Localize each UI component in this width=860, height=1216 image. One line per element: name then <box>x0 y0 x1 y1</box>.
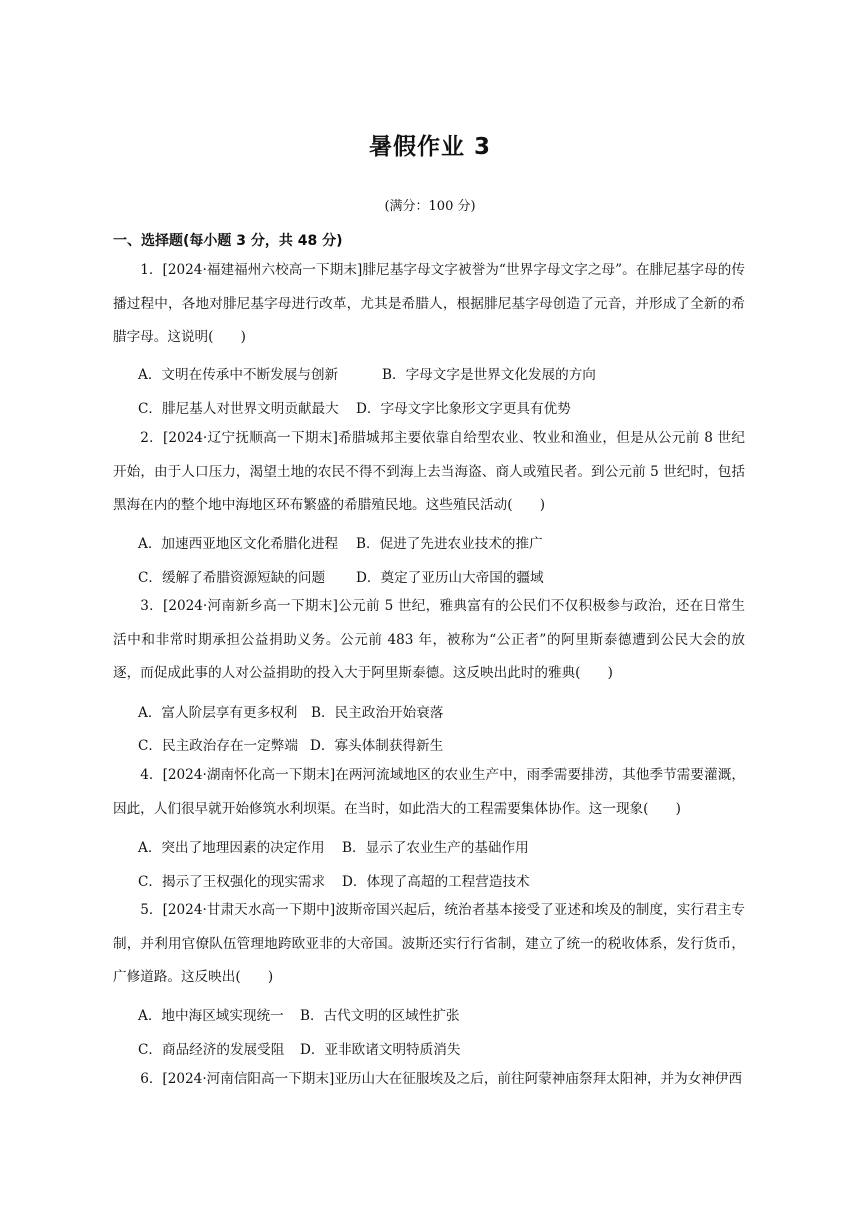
question-4-stem: 4．[2024·湖南怀化高一下期末]在两河流域地区的农业生产中，雨季需要排涝，其他季节需要灌溉，因此，人们很早就开始修筑水利坝渠。在当时，如此浩大的工程需要集体协作。这一现象( ) <box>113 767 745 817</box>
question-1-option-d: D．字母文字比象形文字更具有优势 <box>356 401 571 417</box>
question-4-options-row-1 <box>138 836 529 856</box>
question-5-stem: 5．[2024·甘肃天水高一下期中]波斯帝国兴起后，统治者基本接受了亚述和埃及的制度，实行君主专制，并利用官僚队伍管理地跨欧亚非的大帝国。波斯还实行行省制，建立了统一的税收体系，发行货币，广修道路。这反映出( ) <box>113 902 745 986</box>
question-4-option-c: C．揭示了王权强化的现实需求 <box>138 874 326 890</box>
question-2-options-row-1 <box>138 532 543 552</box>
question-3-option-d: D．寡头体制获得新生 <box>310 738 444 754</box>
question-6-stem: 6．[2024·河南信阳高一下期末]亚历山大在征服埃及之后，前往阿蒙神庙祭拜太阳神，并为女神伊西 <box>140 1071 743 1087</box>
question-5-options-row-2 <box>138 1038 460 1058</box>
question-1-option-b: B．字母文字是世界文化发展的方向 <box>382 367 596 383</box>
question-3-stem: 3．[2024·河南新乡高一下期末]公元前 5 世纪，雅典富有的公民们不仅积极参与政治，还在日常生活中和非常时期承担公益捐助义务。公元前 483 年，被称为“公正者”的阿里斯泰德遭到公民大会的放逐，而促成此事的人对公益捐助的投入大于阿里斯泰德。这反映出此时的雅典( ) <box>113 598 745 682</box>
question-2-option-a: A．加速西亚地区文化希腊化进程 <box>138 536 339 552</box>
question-2-option-c: C．缓解了希腊资源短缺的问题 <box>138 570 326 586</box>
question-1-option-a: A．文明在传承中不断发展与创新 <box>138 367 339 383</box>
question-5-option-d: D．亚非欧诸文明特质消失 <box>300 1042 461 1058</box>
question-3-option-a: A．富人阶层享有更多权利 <box>138 705 298 721</box>
question-4-option-a: A．突出了地理因素的决定作用 <box>138 840 325 856</box>
question-5-option-c: C．商品经济的发展受阻 <box>138 1042 285 1058</box>
section-heading: 一、选择题(每小题 3 分，共 48 分) <box>113 233 343 249</box>
question-1-options-row-2 <box>138 397 571 417</box>
question-4-options-row-2 <box>138 870 530 890</box>
question-2-options-row-2 <box>138 566 544 586</box>
score-note: (满分：100 分) <box>384 199 476 214</box>
question-1-option-c: C．腓尼基人对世界文明贡献最大 <box>138 401 339 417</box>
question-5-option-a: A．地中海区域实现统一 <box>138 1008 284 1024</box>
page-title: 暑假作业 3 <box>368 134 491 160</box>
question-4-option-d: D．体现了高超的工程营造技术 <box>342 874 530 890</box>
question-3-options-row-2 <box>138 734 443 754</box>
question-2-option-b: B．促进了先进农业技术的推广 <box>356 536 543 552</box>
question-5-options-row-1 <box>138 1004 460 1024</box>
question-2-stem: 2．[2024·辽宁抚顺高一下期末]希腊城邦主要依靠自给型农业、牧业和渔业，但是从公元前 8 世纪开始，由于人口压力，渴望土地的农民不得不到海上去当海盗、商人或殖民者。到公元前 5 世纪时，包括黑海在内的整个地中海地区环布繁盛的希腊殖民地。这些殖民活动( ) <box>113 430 745 514</box>
question-4-option-b: B．显示了农业生产的基础作用 <box>342 840 529 856</box>
question-3-option-b: B．民主政治开始衰落 <box>311 705 444 721</box>
question-3-options-row-1 <box>138 701 443 721</box>
question-2-option-d: D．奠定了亚历山大帝国的疆域 <box>356 570 544 586</box>
question-1-stem: 1．[2024·福建福州六校高一下期末]腓尼基字母文字被誉为“世界字母文字之母”。在腓尼基字母的传播过程中，各地对腓尼基字母进行改革，尤其是希腊人，根据腓尼基字母创造了元音，并形成了全新的希腊字母。这说明( ) <box>113 262 745 346</box>
question-3-option-c: C．民主政治存在一定弊端 <box>138 738 298 754</box>
question-5-option-b: B．古代文明的区域性扩张 <box>300 1008 460 1024</box>
question-1-options-row-1 <box>138 363 596 383</box>
